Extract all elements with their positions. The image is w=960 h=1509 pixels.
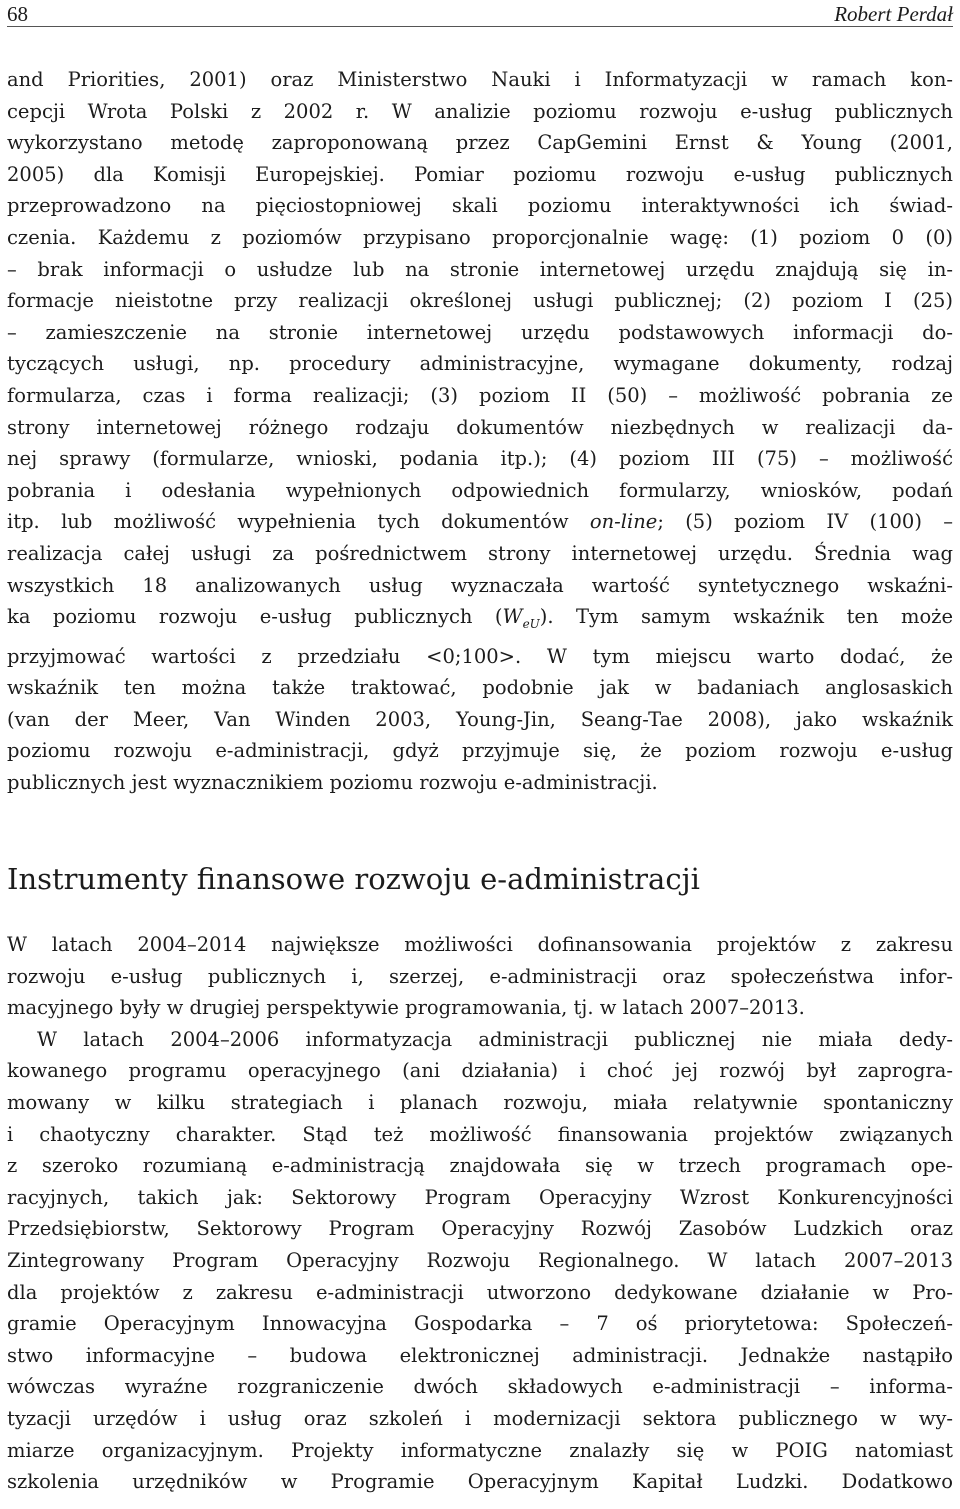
text-line (7, 506, 953, 538)
text-line: szkolenia urzędników w Programie Operacyjnym Kapitał Ludzki. Dodatkowo (7, 1470, 953, 1494)
text-line: i chaotyczny charakter. Stąd też możliwość finansowania projektów związanych (7, 1122, 953, 1146)
text-line: strony internetowej różnego rodzaju dokumentów niezbędnych w realizacji da- (7, 415, 953, 439)
text-line: nej sprawy (formularze, wnioski, podania itp.); (4) poziom III (75) – możliwość (7, 447, 953, 471)
text-line: kowanego programu operacyjnego (ani działania) i choć jej rozwój był zaprogra- (7, 1059, 953, 1083)
text-line: formularza, czas i forma realizacji; (3) poziom II (50) – możliwość pobrania ze (7, 383, 953, 407)
text-line: przyjmować wartości z przedziału <0;100>. W tym miejscu warto dodać, że (7, 644, 953, 668)
page-number: 68 (7, 2, 28, 26)
paragraph-e-services-method (7, 64, 953, 799)
italic-term-online: on-line (589, 510, 658, 534)
text-line: dla projektów z zakresu e-administracji utworzono dedykowane działanie w Pro- (7, 1280, 953, 1304)
text-fragment: ; (5) poziom IV (100) – (657, 510, 953, 534)
text-line: mowany w kilku strategiach i planach rozwoju, miała relatywnie spontaniczny (7, 1090, 953, 1114)
section-heading: Instrumenty finansowe rozwoju e-administracji (7, 862, 700, 896)
text-line: W latach 2004–2014 największe możliwości dofinansowania projektów z zakresu (7, 933, 953, 956)
text-line: realizacja całej usługi za pośrednictwem strony internetowej urzędu. Średnia wag (7, 541, 953, 565)
text-line: stwo informacyjne – budowa elektronicznej administracji. Jednakże nastąpiło (7, 1343, 953, 1367)
text-fragment: itp. lub możliwość wypełnienia tych dokumentów (7, 510, 590, 534)
text-fragment: ka poziomu rozwoju e-usług publicznych ( (7, 605, 503, 629)
section-body (7, 929, 953, 1498)
page-header (7, 0, 953, 27)
text-line: (van der Meer, Van Winden 2003, Young-Jin, Seang-Tae 2008), jako wskaźnik (7, 707, 953, 731)
text-line: and Priorities, 2001) oraz Ministerstwo Nauki i Informatyzacji w ramach kon- (7, 68, 953, 91)
text-line: pobrania i odesłania wypełnionych odpowiednich formularzy, wniosków, podań (7, 478, 953, 502)
text-line: tyczących usługi, np. procedury administracyjne, wymagane dokumenty, rodzaj (7, 352, 953, 376)
text-fragment: ). Tym samym wskaźnik ten może (539, 605, 953, 629)
text-line: Zintegrowany Program Operacyjny Rozwoju Regionalnego. W latach 2007–2013 (7, 1248, 953, 1272)
text-line: poziomu rozwoju e-administracji, gdyż przyjmuje się, że poziom rozwoju e-usług (7, 739, 953, 763)
text-line: wskaźnik ten można także traktować, podobnie jak w badaniach anglosaskich (7, 676, 953, 700)
indicator-symbol: W (502, 605, 523, 629)
text-line: Przedsiębiorstw, Sektorowy Program Operacyjny Rozwój Zasobów Ludzkich oraz (7, 1217, 953, 1241)
text-line: z szeroko rozumianą e-administracją znajdowała się w trzech programach ope- (7, 1154, 953, 1178)
text-line: racyjnych, takich jak: Sektorowy Program Operacyjny Wzrost Konkurencyjności (7, 1185, 953, 1209)
text-line: W latach 2004–2006 informatyzacja administracji publicznej nie miała dedy- (37, 1027, 953, 1051)
text-line: 2005) dla Komisji Europejskiej. Pomiar poziomu rozwoju e-usług publicznych (7, 162, 953, 186)
text-line: – brak informacji o usłudze lub na stronie internetowej urzędu znajdują się in- (7, 257, 953, 281)
text-line (7, 601, 953, 641)
text-line: tyzacji urzędów i usług oraz szkoleń i modernizacji sektora publicznego w wy- (7, 1406, 953, 1430)
running-head-author: Robert Perdał (834, 2, 953, 26)
text-line: wówczas wyraźne rozgraniczenie dwóch składowych e-administracji – informa- (7, 1375, 953, 1399)
text-line: gramie Operacyjnym Innowacyjna Gospodarka – 7 oś priorytetowa: Społeczeń- (7, 1312, 953, 1336)
text-line: wykorzystano metodę zaproponowaną przez CapGemini Ernst & Young (2001, (7, 131, 953, 155)
indicator-subscript: eU (522, 617, 540, 632)
text-line: rozwoju e-usług publicznych i, szerzej, e-administracji oraz społeczeństwa infor- (7, 964, 953, 988)
text-line: wszystkich 18 analizowanych usług wyznaczała wartość syntetycznego wskaźni- (7, 573, 953, 597)
text-line: cepcji Wrota Polski z 2002 r. W analizie poziomu rozwoju e-usług publicznych (7, 99, 953, 123)
text-line: macyjnego były w drugiej perspektywie programowania, tj. w latach 2007–2013. (7, 996, 805, 1020)
text-line: – zamieszczenie na stronie internetowej urzędu podstawowych informacji do- (7, 320, 953, 344)
text-line: formacje nieistotne przy realizacji określonej usługi publicznej; (2) poziom I (25) (7, 289, 953, 313)
text-line: czenia. Każdemu z poziomów przypisano proporcjonalnie wagę: (1) poziom 0 (0) (7, 225, 953, 249)
text-line: przeprowadzono na pięciostopniowej skali poziomu interaktywności ich świad- (7, 194, 953, 218)
text-line: miarze organizacyjnym. Projekty informatyczne znalazły się w POIG natomiast (7, 1438, 953, 1462)
text-line: publicznych jest wyznacznikiem poziomu rozwoju e-administracji. (7, 771, 658, 795)
